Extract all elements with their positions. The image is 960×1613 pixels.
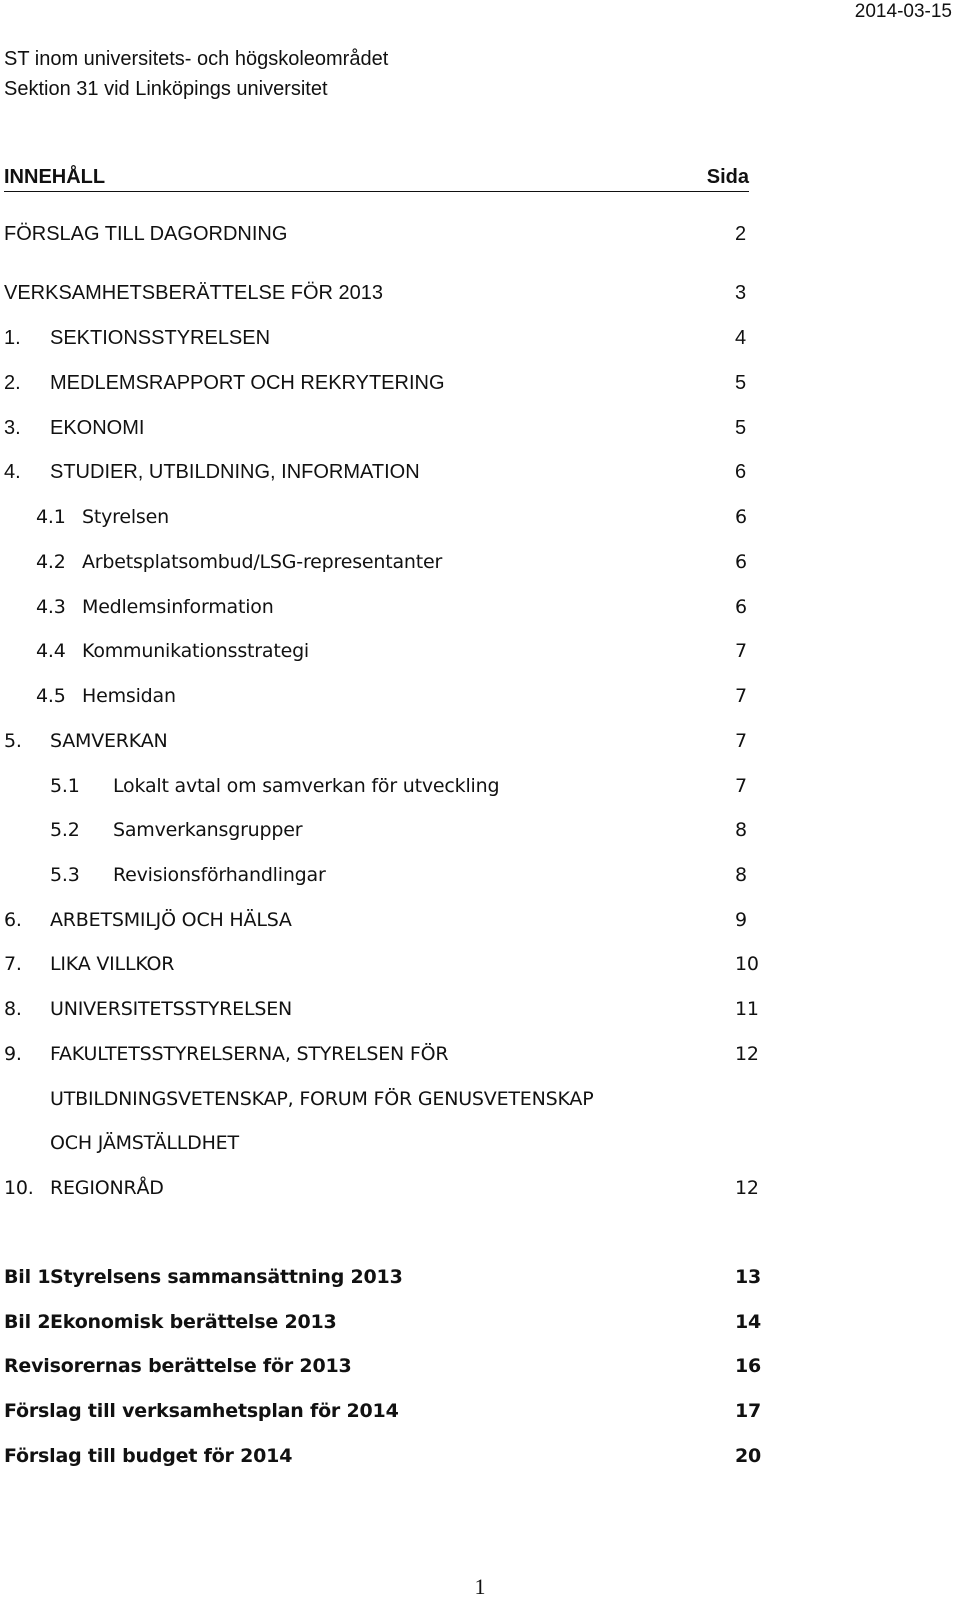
toc-entry-text: Arbetsplatsombud/LSG-representanter <box>82 551 443 573</box>
toc-entry-page: 6 <box>735 461 747 483</box>
toc-entry-text: Styrelsen <box>82 506 169 528</box>
toc-entry-text: Samverkansgrupper <box>113 819 303 841</box>
appendix-entry[interactable] <box>0 1349 760 1383</box>
toc-entry[interactable] <box>0 545 760 579</box>
toc-entry-page: 6 <box>735 551 747 573</box>
toc-entry-page: 7 <box>735 685 747 707</box>
toc-entry-number: 4.5 <box>36 685 66 707</box>
toc-entry-page: 5 <box>735 417 747 439</box>
toc-entry-number: 5.2 <box>50 819 80 841</box>
org-line-1: ST inom universitets- och högskoleområdet <box>4 48 389 70</box>
toc-entry-number: 10. <box>4 1177 34 1199</box>
toc-entry-page: 9 <box>735 909 747 931</box>
toc-entry-number: 2. <box>4 372 21 394</box>
toc-entry-text: OCH JÄMSTÄLLDHET <box>50 1132 239 1154</box>
toc-entry-number: 5. <box>4 730 22 752</box>
toc-entry[interactable] <box>0 366 760 400</box>
toc-entry-number: 5.3 <box>50 864 80 886</box>
toc-entry-number: 7. <box>4 953 22 975</box>
toc-entry[interactable] <box>0 455 760 489</box>
toc-entry-number: 4.1 <box>36 506 66 528</box>
toc-page-label: Sida <box>706 166 749 188</box>
toc-entry-page: 7 <box>735 640 747 662</box>
toc-entry[interactable] <box>0 217 760 251</box>
toc-entry-text: Medlemsinformation <box>82 596 274 618</box>
toc-entry-number: 3. <box>4 417 21 439</box>
toc-entry-page: 6 <box>735 506 747 528</box>
toc-entry-text: SEKTIONSSTYRELSEN <box>50 327 271 349</box>
toc-entry-page: 2 <box>735 223 747 245</box>
org-line-2: Sektion 31 vid Linköpings universitet <box>4 78 328 100</box>
appendix-entry[interactable] <box>0 1439 760 1473</box>
toc-entry[interactable] <box>0 947 760 981</box>
page-number: 1 <box>474 1574 486 1599</box>
toc-entry[interactable] <box>0 903 760 937</box>
toc-entry-text: MEDLEMSRAPPORT OCH REKRYTERING <box>50 372 445 394</box>
toc-entry[interactable] <box>0 813 760 847</box>
appendix-text: Förslag till verksamhetsplan för 2014 <box>4 1400 399 1422</box>
appendix-page: 13 <box>735 1266 762 1288</box>
appendix-page: 17 <box>735 1400 762 1422</box>
toc-entry[interactable] <box>0 992 760 1026</box>
toc-entry-number: 4. <box>4 461 21 483</box>
toc-entry-number: 4.3 <box>36 596 66 618</box>
appendix-page: 14 <box>735 1311 762 1333</box>
appendix-number: Bil 2 <box>4 1311 51 1333</box>
toc-entry[interactable] <box>0 858 760 892</box>
toc-entry-page: 8 <box>735 819 747 841</box>
toc-entry-page: 5 <box>735 372 747 394</box>
toc-entry[interactable] <box>0 276 760 310</box>
toc-entry-text: VERKSAMHETSBERÄTTELSE FÖR 2013 <box>4 282 384 304</box>
appendix-page: 16 <box>735 1355 762 1377</box>
appendix-text: Revisorernas berättelse för 2013 <box>4 1355 352 1377</box>
toc-entry-page: 7 <box>735 775 747 797</box>
appendix-entry[interactable] <box>0 1305 760 1339</box>
toc-entry-page: 7 <box>735 730 747 752</box>
toc-entry-text: FÖRSLAG TILL DAGORDNING <box>4 223 288 245</box>
appendix-text: Ekonomisk berättelse 2013 <box>50 1311 337 1333</box>
toc-entry-text: EKONOMI <box>50 417 145 439</box>
toc-entry-continuation <box>0 1126 760 1160</box>
toc-entry-text: Revisionsförhandlingar <box>113 864 326 886</box>
toc-entry-page: 4 <box>735 327 747 349</box>
toc-entry-text: Lokalt avtal om samverkan för utveckling <box>113 775 500 797</box>
toc-entry-number: 4.2 <box>36 551 66 573</box>
toc-entry-text: FAKULTETSSTYRELSERNA, STYRELSEN FÖR <box>50 1043 449 1065</box>
toc-entry-page: 12 <box>735 1043 759 1065</box>
toc-entry-page: 8 <box>735 864 747 886</box>
toc-entry-text: UTBILDNINGSVETENSKAP, FORUM FÖR GENUSVETENSKAP <box>50 1088 594 1110</box>
toc-entry[interactable] <box>0 634 760 668</box>
toc-entry[interactable] <box>0 1037 760 1071</box>
organization-header <box>4 44 388 104</box>
toc-entry-number: 1. <box>4 327 21 349</box>
toc-entry[interactable] <box>0 321 760 355</box>
toc-entry-page: 10 <box>735 953 759 975</box>
toc-entry-text: Hemsidan <box>82 685 176 707</box>
toc-entry-page: 3 <box>735 282 747 304</box>
appendix-text: Förslag till budget för 2014 <box>4 1445 293 1467</box>
toc-entry-number: 9. <box>4 1043 22 1065</box>
toc-heading-row <box>4 163 749 192</box>
toc-entry-text: UNIVERSITETSSTYRELSEN <box>50 998 293 1020</box>
toc-entry-number: 6. <box>4 909 22 931</box>
toc-entry[interactable] <box>0 590 760 624</box>
toc-entry-continuation <box>0 1082 760 1116</box>
toc-entry-text: LIKA VILLKOR <box>50 953 175 975</box>
toc-entry-page: 12 <box>735 1177 759 1199</box>
toc-entry-page: 6 <box>735 596 747 618</box>
document-date: 2014-03-15 <box>854 1 952 22</box>
appendix-text: Styrelsens sammansättning 2013 <box>50 1266 403 1288</box>
toc-heading: INNEHÅLL <box>4 166 106 188</box>
toc-entry-number: 4.4 <box>36 640 66 662</box>
toc-entry-text: Kommunikationsstrategi <box>82 640 310 662</box>
toc-entry[interactable] <box>0 724 760 758</box>
appendix-entry[interactable] <box>0 1260 760 1294</box>
appendix-entry[interactable] <box>0 1394 760 1428</box>
appendix-page: 20 <box>735 1445 762 1467</box>
toc-entry[interactable] <box>0 1171 760 1205</box>
toc-entry-text: SAMVERKAN <box>50 730 168 752</box>
toc-entry-text: STUDIER, UTBILDNING, INFORMATION <box>50 461 420 483</box>
toc-entry[interactable] <box>0 500 760 534</box>
appendix-number: Bil 1 <box>4 1266 51 1288</box>
toc-entry[interactable] <box>0 411 760 445</box>
toc-entry-page: 11 <box>735 998 759 1020</box>
toc-entry-number: 5.1 <box>50 775 80 797</box>
toc-entry-text: ARBETSMILJÖ OCH HÄLSA <box>50 909 292 931</box>
toc-entry[interactable] <box>0 769 760 803</box>
toc-entry-text: REGIONRÅD <box>50 1177 164 1199</box>
toc-entry[interactable] <box>0 679 760 713</box>
toc-entry-number: 8. <box>4 998 22 1020</box>
